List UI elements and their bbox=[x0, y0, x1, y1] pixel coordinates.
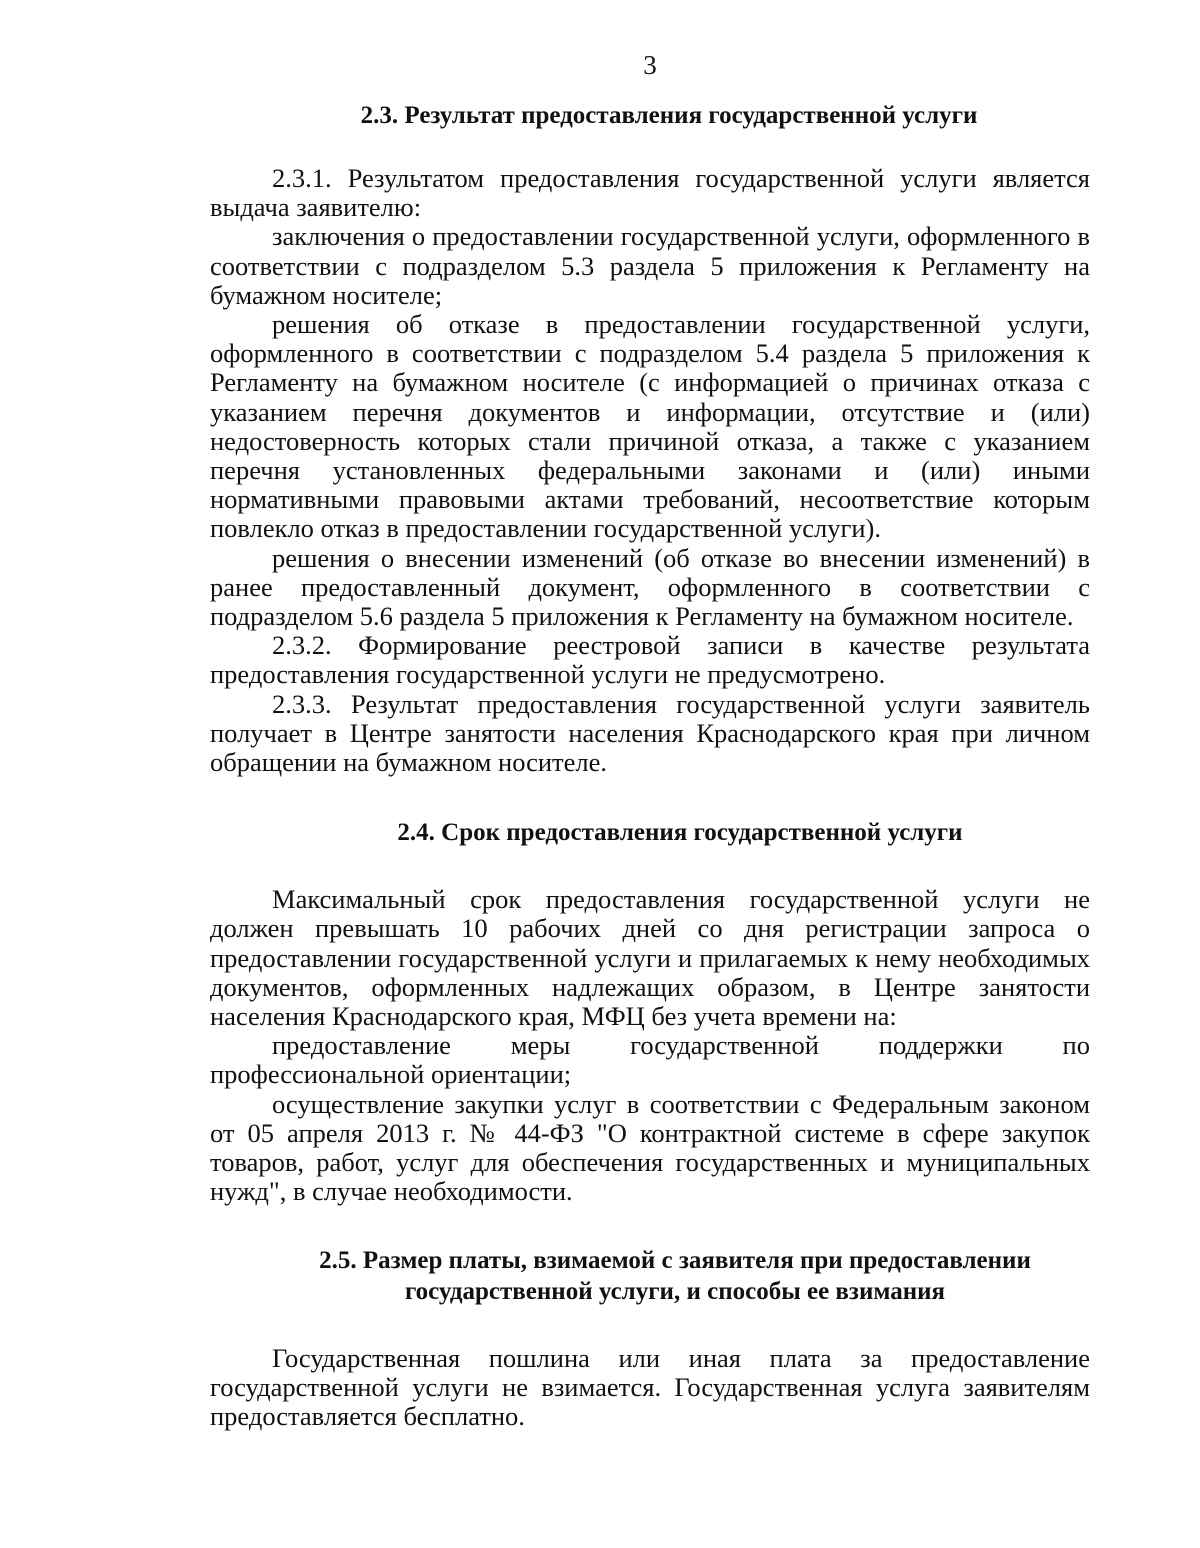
section-heading: 2.3. Результат предоставления государственной услуги bbox=[360, 102, 978, 129]
paragraph: заключения о предоставлении государственной услуги, оформленного в соответствии с подразделом 5.3 раздела 5 приложения к Регламенту на бумажном носителе; bbox=[210, 221, 1090, 310]
paragraph: 2.3.1. Результатом предоставления государственной услуги является выдача заявителю: bbox=[210, 163, 1090, 223]
paragraph: предоставление меры государственной поддержки по профессиональной ориентации; bbox=[210, 1030, 1090, 1090]
paragraph: решения о внесении изменений (об отказе во внесении изменений) в ранее предоставленный документ, оформленного в соответствии с подразделом 5.6 раздела 5 приложения к Регламенту на бумажном носителе. bbox=[210, 542, 1090, 632]
paragraph: Государственная пошлина или иная плата за предоставление государственной услуги не взимается. Государственная услуга заявителям предоставляется бесплатно. bbox=[210, 1342, 1090, 1431]
section-2-3 bbox=[210, 100, 1090, 777]
paragraph: решения об отказе в предоставлении государственной услуги, оформленного в соответствии с подразделом 5.4 раздела 5 приложения к Регламенту на бумажном носителе (с информацией о причинах отказа с указанием перечня документов и информации, отсутствие и (или) недостоверность которых стали причиной отказа, а также с указанием перечня установленных федеральными законами и (или) иными нормативными правовыми актами требований, несоответствие которым повлекло отказ в предоставлении государственной услуги). bbox=[210, 309, 1090, 544]
paragraph: 2.3.3. Результат предоставления государственной услуги заявитель получает в Центре занятости населения Краснодарского края при личном обращении на бумажном носителе. bbox=[210, 688, 1090, 778]
paragraph: Максимальный срок предоставления государственной услуги не должен превышать 10 рабочих дней со дня регистрации запроса о предоставлении государственной услуги и прилагаемых к нему необходимых документов, оформленных надлежащих образом, в Центре занятости населения Краснодарского края, МФЦ без учета времени на: bbox=[210, 884, 1090, 1032]
section-heading: 2.4. Срок предоставления государственной услуги bbox=[397, 819, 963, 847]
section-2-4 bbox=[210, 817, 1090, 1206]
section-heading-line: государственной услуги, и способы ее взимания bbox=[404, 1277, 946, 1305]
section-2-5 bbox=[210, 1245, 1090, 1432]
section-heading-line: 2.5. Размер платы, взимаемой с заявителя при предоставлении bbox=[319, 1246, 1031, 1274]
page-number: 3 bbox=[643, 50, 657, 80]
document-body bbox=[210, 100, 1090, 1431]
paragraph: 2.3.2. Формирование реестровой записи в качестве результата предоставления государственной услуги не предусмотрено. bbox=[210, 630, 1090, 690]
paragraph: осуществление закупки услуг в соответствии с Федеральным законом от 05 апреля 2013 г. № 44-ФЗ "О контрактной системе в сфере закупок товаров, работ, услуг для обеспечения государственных и муниципальных нужд", в случае необходимости. bbox=[210, 1088, 1090, 1207]
section-heading bbox=[210, 1245, 1090, 1307]
